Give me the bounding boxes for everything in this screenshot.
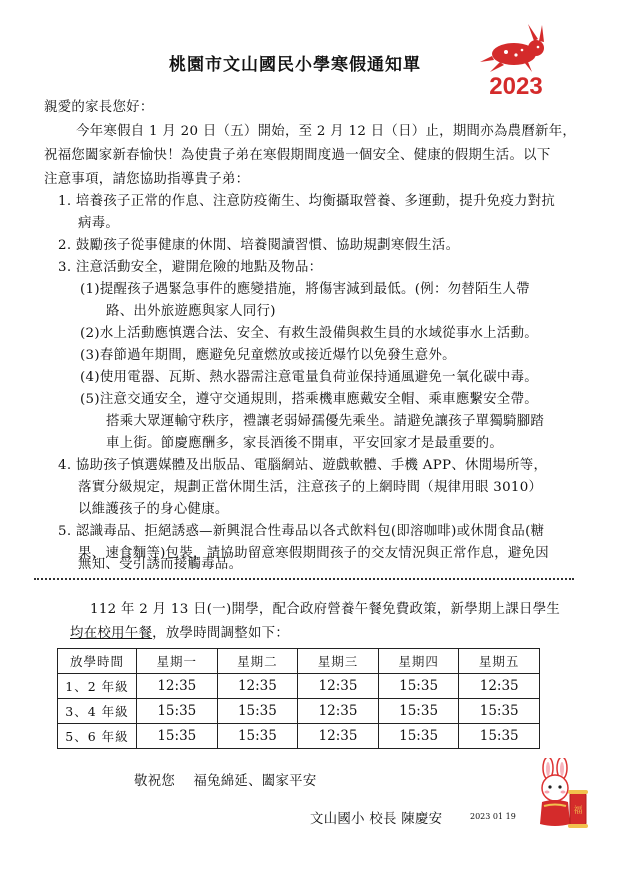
closing-greeting: 敬祝您 福兔綿延、闔家平安 [134,774,317,789]
list-item: 落實分級規定，規劃正當休閒生活，注意孩子的上網時間（規律用眼 3010） [78,480,543,495]
intro-line: 祝福您闔家新春愉快！為使貴子弟在寒假期間度過一個安全、健康的假期生活。以下 [44,148,551,163]
list-item: 4. 協助孩子慎選媒體及出版品、電腦網站、遊戲軟體、手機 APP、休閒場所等， [58,458,548,473]
list-item: 3. 注意活動安全，避開危險的地點及物品： [58,260,323,275]
sub-item: (5)注意交通安全，遵守交通規則，搭乘機車應戴安全帽、乘車應繫安全帶。 [80,392,538,407]
time-cell: 15:35 [137,699,218,724]
sub-item: 路、出外旅遊應與家人同行) [106,304,276,319]
grade-cell: 5、6 年級 [58,724,137,749]
sticker-text: 福 [573,806,583,816]
table-row [58,674,540,699]
grade-cell: 1、2 年級 [58,674,137,699]
date-stamp: 2023 01 19 [470,812,516,821]
table-header-cell: 星期二 [217,649,298,674]
schedule-table [57,648,540,749]
sub-item: 車上街。節慶應酬多，家長酒後不開車，平安回家才是最重要的。 [106,436,504,451]
time-cell: 12:35 [298,724,379,749]
time-cell: 15:35 [459,699,540,724]
time-cell: 12:35 [217,674,298,699]
table-header-cell: 星期三 [298,649,379,674]
time-cell: 15:35 [378,724,459,749]
table-header-cell: 星期五 [459,649,540,674]
time-cell: 15:35 [217,724,298,749]
list-item: 1. 培養孩子正常的作息、注意防疫衛生、均衡攝取營養、多運動，提升免疫力對抗 [58,194,556,209]
table-header-row [58,649,540,674]
table-header-cell: 星期一 [137,649,218,674]
time-cell: 15:35 [459,724,540,749]
sub-item: (1)提醒孩子遇緊急事件的應變措施，將傷害減到最低。(例：勿替陌生人帶 [80,282,530,297]
notice-rest: ，放學時間調整如下： [152,626,290,641]
table-row [58,724,540,749]
page-title: 桃園市文山國民小學寒假通知單 [169,55,421,75]
time-cell: 15:35 [378,674,459,699]
list-item: 5. 認識毒品、拒絕誘惑—新興混合性毒品以各式飲料包(即溶咖啡)或休閒食品(糖 [58,524,545,539]
signature: 文山國小 校長 陳慶安 [310,812,443,827]
time-cell: 12:35 [298,674,379,699]
section-divider [34,578,574,580]
notice-underlined: 均在校用午餐 [70,626,153,641]
time-cell: 12:35 [137,674,218,699]
logo-year: 2023 [489,73,543,100]
sub-item: (3)春節過年期間，應避免兒童燃放或接近爆竹以免發生意外。 [80,348,456,363]
list-item: 病毒。 [78,216,120,231]
notice-line: 112 年 2 月 13 日(一)開學，配合政府營養午餐免費政策，新學期上課日學生 [90,602,561,617]
time-cell: 15:35 [137,724,218,749]
list-item: 以維護孩子的身心健康。 [78,502,229,517]
time-cell: 15:35 [217,699,298,724]
table-header-cell: 放學時間 [58,649,137,674]
time-cell: 12:35 [298,699,379,724]
sub-item: (2)水上活動應慎選合法、安全、有救生設備與救生員的水域從事水上活動。 [80,326,538,341]
sub-item: 搭乘大眾運輸守秩序，禮讓老弱婦孺優先乘坐。請避免讓孩子單獨騎腳踏 [106,414,545,429]
rabbit-year-logo [476,22,556,100]
table-header-cell: 星期四 [378,649,459,674]
time-cell: 12:35 [459,674,540,699]
sub-item: (4)使用電器、瓦斯、熱水器需注意電量負荷並保持通風避免一氧化碳中毒。 [80,370,538,385]
list-item: 無知、受引誘而接觸毒品。 [78,557,243,572]
table-row [58,699,540,724]
notice-line [70,622,289,641]
intro-line: 今年寒假自 1 月 20 日（五）開始，至 2 月 12 日（日）止，期間亦為農曆新年， [76,124,577,139]
time-cell: 15:35 [378,699,459,724]
salutation: 親愛的家長您好： [44,100,154,115]
list-item: 果、速食麵等)包裝，請協助留意寒假期間孩子的交友情況與正常作息，避免因 [78,546,550,561]
intro-line: 注意事項，請您協助指導貴子弟： [44,172,250,187]
list-item: 2. 鼓勵孩子從事健康的休閒、培養閱讀習慣、協助規劃寒假生活。 [58,238,460,253]
rabbit-mascot-image [530,758,592,830]
grade-cell: 3、4 年級 [58,699,137,724]
